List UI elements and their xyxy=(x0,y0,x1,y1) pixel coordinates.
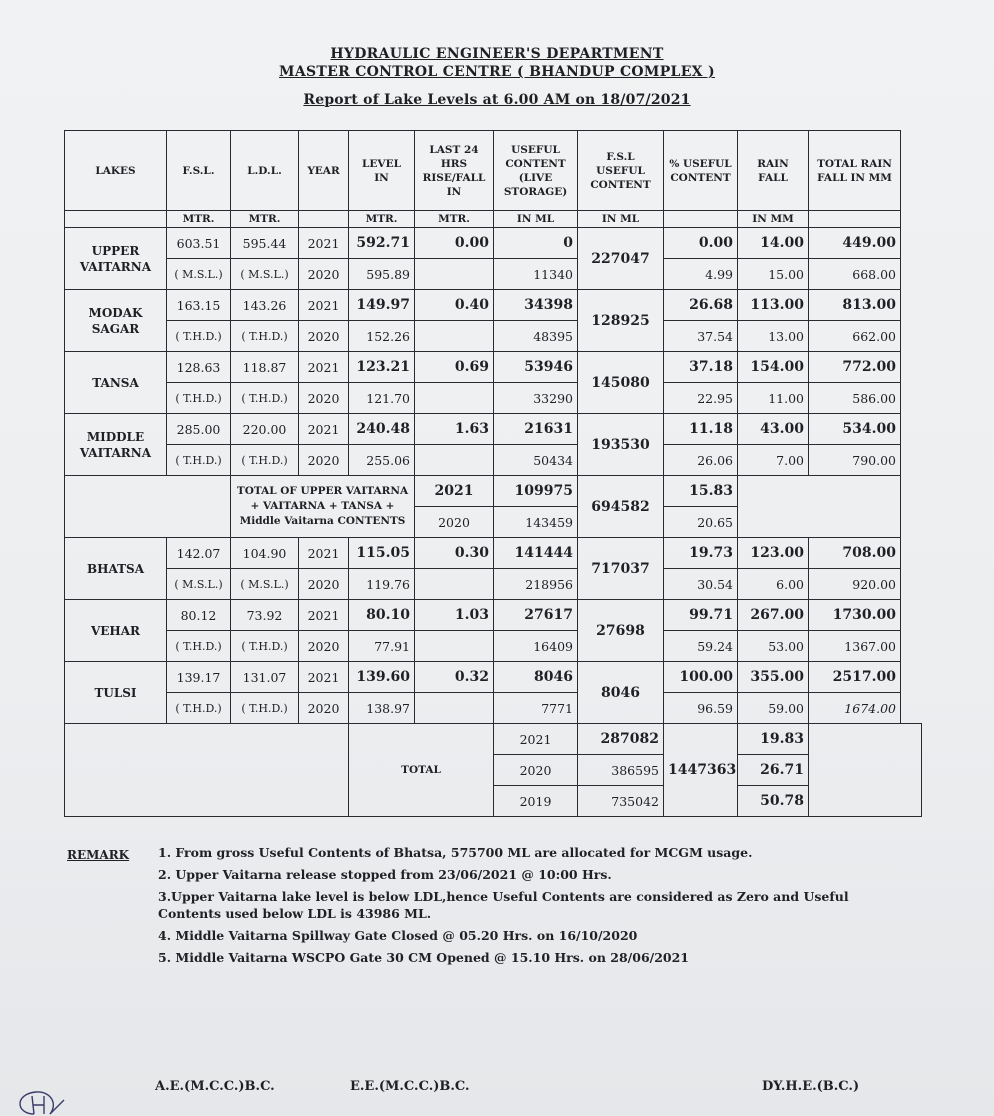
useful-cell: 48395 xyxy=(494,321,578,352)
total-pct: 50.78 xyxy=(738,786,809,817)
subtotal-year: 2021 xyxy=(415,476,494,507)
subtotal-pct: 20.65 xyxy=(664,507,738,538)
pct-cell: 4.99 xyxy=(664,259,738,290)
pct-cell: 26.06 xyxy=(664,445,738,476)
level-cell: 123.21 xyxy=(349,352,415,383)
ldl-cell: ( T.H.D.) xyxy=(231,321,299,352)
useful-cell: 50434 xyxy=(494,445,578,476)
year-cell: 2021 xyxy=(299,228,349,259)
total-rain-cell: 772.00 xyxy=(809,352,901,383)
total-rain-cell: 534.00 xyxy=(809,414,901,445)
rain-cell: 123.00 xyxy=(738,538,809,569)
ldl-cell: 595.44 xyxy=(231,228,299,259)
subtotal-blank xyxy=(65,476,231,538)
rise-cell: 0.30 xyxy=(415,538,494,569)
col-pct: % USEFUL CONTENT xyxy=(664,131,738,211)
subtotal-rain-blank xyxy=(738,476,901,538)
lake-row xyxy=(65,600,922,631)
fsl-cell: 285.00 xyxy=(167,414,231,445)
total-useful: 287082 xyxy=(578,724,664,755)
useful-cell: 218956 xyxy=(494,569,578,600)
lake-row xyxy=(65,662,922,693)
fsl-cell: ( T.H.D.) xyxy=(167,631,231,662)
ldl-cell: ( M.S.L.) xyxy=(231,259,299,290)
year-cell: 2020 xyxy=(299,693,349,724)
rain-cell: 53.00 xyxy=(738,631,809,662)
pct-cell: 30.54 xyxy=(664,569,738,600)
fsl-useful-cell: 145080 xyxy=(578,352,664,414)
rain-cell: 7.00 xyxy=(738,445,809,476)
useful-cell: 11340 xyxy=(494,259,578,290)
remark-item: 4. Middle Vaitarna Spillway Gate Closed @ 05.20 Hrs. on 16/10/2020 xyxy=(158,928,638,943)
level-cell: 255.06 xyxy=(349,445,415,476)
fsl-useful-cell: 128925 xyxy=(578,290,664,352)
subtotal-label xyxy=(231,476,415,538)
subtotal-useful: 143459 xyxy=(494,507,578,538)
rise-cell: 0.00 xyxy=(415,228,494,259)
lake-row xyxy=(65,352,922,383)
subtotal-year: 2020 xyxy=(415,507,494,538)
rise-cell: 0.40 xyxy=(415,290,494,321)
lake-row xyxy=(65,445,922,476)
useful-cell: 8046 xyxy=(494,662,578,693)
unit-fsl: MTR. xyxy=(167,211,231,228)
rain-cell: 43.00 xyxy=(738,414,809,445)
year-cell: 2020 xyxy=(299,383,349,414)
signature-dyhe: DY.H.E.(B.C.) xyxy=(762,1079,860,1094)
year-cell: 2021 xyxy=(299,600,349,631)
lake-row xyxy=(65,631,922,662)
col-ldl: L.D.L. xyxy=(231,131,299,211)
col-useful: USEFUL CONTENT (LIVE STORAGE) xyxy=(494,131,578,211)
rain-cell: 11.00 xyxy=(738,383,809,414)
fsl-cell: 603.51 xyxy=(167,228,231,259)
total-rain-blank xyxy=(809,724,922,817)
rain-cell: 355.00 xyxy=(738,662,809,693)
department-title: HYDRAULIC ENGINEER'S DEPARTMENT xyxy=(330,46,664,62)
rise-cell: 1.03 xyxy=(415,600,494,631)
rise-cell xyxy=(415,321,494,352)
subtotal-useful: 109975 xyxy=(494,476,578,507)
lake-row xyxy=(65,321,922,352)
total-rain-cell: 586.00 xyxy=(809,383,901,414)
level-cell: 121.70 xyxy=(349,383,415,414)
remark-item: 5. Middle Vaitarna WSCPO Gate 30 CM Opened @ 15.10 Hrs. on 28/06/2021 xyxy=(158,950,689,965)
useful-cell: 141444 xyxy=(494,538,578,569)
initials-mark-icon xyxy=(6,1086,66,1116)
pct-cell: 11.18 xyxy=(664,414,738,445)
ldl-cell: ( T.H.D.) xyxy=(231,631,299,662)
fsl-cell: ( M.S.L.) xyxy=(167,569,231,600)
useful-cell: 16409 xyxy=(494,631,578,662)
unit-ldl: MTR. xyxy=(231,211,299,228)
year-cell: 2020 xyxy=(299,445,349,476)
rise-cell: 0.69 xyxy=(415,352,494,383)
ldl-cell: ( T.H.D.) xyxy=(231,693,299,724)
signature-ae: A.E.(M.C.C.)B.C. xyxy=(155,1079,275,1094)
useful-cell: 33290 xyxy=(494,383,578,414)
level-cell: 139.60 xyxy=(349,662,415,693)
rise-cell: 0.32 xyxy=(415,662,494,693)
pct-cell: 59.24 xyxy=(664,631,738,662)
pct-cell: 37.54 xyxy=(664,321,738,352)
total-rain-cell: 813.00 xyxy=(809,290,901,321)
level-cell: 80.10 xyxy=(349,600,415,631)
subtotal-label-line: + VAITARNA + TANSA + xyxy=(250,500,395,512)
ldl-cell: ( T.H.D.) xyxy=(231,383,299,414)
lake-row xyxy=(65,228,922,259)
total-year: 2020 xyxy=(494,755,578,786)
rise-cell: 1.63 xyxy=(415,414,494,445)
rise-cell xyxy=(415,383,494,414)
remarks-list xyxy=(158,844,898,971)
total-pct: 26.71 xyxy=(738,755,809,786)
fsl-cell: ( T.H.D.) xyxy=(167,445,231,476)
total-year: 2019 xyxy=(494,786,578,817)
total-rain-cell: 662.00 xyxy=(809,321,901,352)
units-row xyxy=(65,211,922,228)
unit-level: MTR. xyxy=(349,211,415,228)
total-rain-cell: 1730.00 xyxy=(809,600,901,631)
centre-title: MASTER CONTROL CENTRE ( BHANDUP COMPLEX ) xyxy=(279,64,715,80)
useful-cell: 0 xyxy=(494,228,578,259)
level-cell: 77.91 xyxy=(349,631,415,662)
rise-cell xyxy=(415,259,494,290)
total-rain-cell: 1674.00 xyxy=(809,693,901,724)
remark-label: REMARK xyxy=(67,848,130,862)
fsl-cell: 163.15 xyxy=(167,290,231,321)
rain-cell: 59.00 xyxy=(738,693,809,724)
pct-cell: 99.71 xyxy=(664,600,738,631)
year-cell: 2020 xyxy=(299,259,349,290)
total-label: TOTAL xyxy=(349,724,494,817)
unit-rain: IN MM xyxy=(738,211,809,228)
fsl-cell: ( T.H.D.) xyxy=(167,693,231,724)
total-rain-cell: 668.00 xyxy=(809,259,901,290)
year-cell: 2021 xyxy=(299,290,349,321)
subtotal-fsl-useful: 694582 xyxy=(578,476,664,538)
total-useful: 386595 xyxy=(578,755,664,786)
lake-row xyxy=(65,414,922,445)
level-cell: 592.71 xyxy=(349,228,415,259)
fsl-cell: 139.17 xyxy=(167,662,231,693)
lake-name: BHATSA xyxy=(65,538,167,600)
unit-fsl-useful: IN ML xyxy=(578,211,664,228)
level-cell: 240.48 xyxy=(349,414,415,445)
ldl-cell: ( M.S.L.) xyxy=(231,569,299,600)
subtotal-label-line: Middle Vaitarna CONTENTS xyxy=(239,515,406,527)
fsl-useful-cell: 8046 xyxy=(578,662,664,724)
total-rain-cell: 920.00 xyxy=(809,569,901,600)
lake-row xyxy=(65,569,922,600)
rise-cell xyxy=(415,445,494,476)
lake-name: UPPER VAITARNA xyxy=(65,228,167,290)
year-cell: 2021 xyxy=(299,662,349,693)
ldl-cell: 131.07 xyxy=(231,662,299,693)
rise-cell xyxy=(415,631,494,662)
total-rain-cell: 2517.00 xyxy=(809,662,901,693)
remark-item: 1. From gross Useful Contents of Bhatsa, 575700 ML are allocated for MCGM usage. xyxy=(158,845,753,860)
level-cell: 119.76 xyxy=(349,569,415,600)
rain-cell: 267.00 xyxy=(738,600,809,631)
ldl-cell: ( T.H.D.) xyxy=(231,445,299,476)
level-cell: 138.97 xyxy=(349,693,415,724)
lake-row xyxy=(65,383,922,414)
fsl-cell: ( T.H.D.) xyxy=(167,321,231,352)
unit-useful: IN ML xyxy=(494,211,578,228)
col-level: LEVEL IN xyxy=(349,131,415,211)
total-fsl-useful: 1447363 xyxy=(664,724,738,817)
year-cell: 2020 xyxy=(299,631,349,662)
fsl-useful-cell: 27698 xyxy=(578,600,664,662)
col-total-rain: TOTAL RAIN FALL IN MM xyxy=(809,131,901,211)
lake-name: VEHAR xyxy=(65,600,167,662)
total-rain-cell: 708.00 xyxy=(809,538,901,569)
lake-name: TULSI xyxy=(65,662,167,724)
year-cell: 2020 xyxy=(299,569,349,600)
remark-item: 3.Upper Vaitarna lake level is below LDL,hence Useful Contents are considered as Zero and Useful Contents used below LDL is 43986 ML. xyxy=(158,889,849,921)
fsl-cell: 142.07 xyxy=(167,538,231,569)
year-cell: 2021 xyxy=(299,538,349,569)
lake-name: MIDDLE VAITARNA xyxy=(65,414,167,476)
ldl-cell: 104.90 xyxy=(231,538,299,569)
col-year: YEAR xyxy=(299,131,349,211)
signature-ee: E.E.(M.C.C.)B.C. xyxy=(350,1079,470,1094)
ldl-cell: 118.87 xyxy=(231,352,299,383)
ldl-cell: 73.92 xyxy=(231,600,299,631)
col-lakes: LAKES xyxy=(65,131,167,211)
total-year: 2021 xyxy=(494,724,578,755)
lake-levels-table xyxy=(64,130,922,817)
useful-cell: 27617 xyxy=(494,600,578,631)
total-rain-cell: 790.00 xyxy=(809,445,901,476)
fsl-cell: ( M.S.L.) xyxy=(167,259,231,290)
lake-row xyxy=(65,290,922,321)
total-rain-cell: 449.00 xyxy=(809,228,901,259)
fsl-cell: 80.12 xyxy=(167,600,231,631)
rise-cell xyxy=(415,569,494,600)
lake-row xyxy=(65,538,922,569)
subtotal-row xyxy=(65,476,922,507)
total-pct: 19.83 xyxy=(738,724,809,755)
report-title: Report of Lake Levels at 6.00 AM on 18/07/2021 xyxy=(303,92,691,108)
level-cell: 595.89 xyxy=(349,259,415,290)
lake-row xyxy=(65,693,922,724)
lake-row xyxy=(65,259,922,290)
pct-cell: 19.73 xyxy=(664,538,738,569)
fsl-cell: 128.63 xyxy=(167,352,231,383)
pct-cell: 96.59 xyxy=(664,693,738,724)
remark-item: 2. Upper Vaitarna release stopped from 23/06/2021 @ 10:00 Hrs. xyxy=(158,867,612,882)
fsl-useful-cell: 717037 xyxy=(578,538,664,600)
lake-name: TANSA xyxy=(65,352,167,414)
col-fsl-useful: F.S.L USEFUL CONTENT xyxy=(578,131,664,211)
total-rain-cell: 1367.00 xyxy=(809,631,901,662)
col-rain: RAIN FALL xyxy=(738,131,809,211)
fsl-useful-cell: 227047 xyxy=(578,228,664,290)
total-useful: 735042 xyxy=(578,786,664,817)
rain-cell: 14.00 xyxy=(738,228,809,259)
rise-cell xyxy=(415,693,494,724)
rain-cell: 15.00 xyxy=(738,259,809,290)
subtotal-label-line: TOTAL OF UPPER VAITARNA xyxy=(236,485,409,497)
rain-cell: 154.00 xyxy=(738,352,809,383)
year-cell: 2021 xyxy=(299,352,349,383)
useful-cell: 53946 xyxy=(494,352,578,383)
ldl-cell: 143.26 xyxy=(231,290,299,321)
level-cell: 149.97 xyxy=(349,290,415,321)
pct-cell: 0.00 xyxy=(664,228,738,259)
lake-name: MODAK SAGAR xyxy=(65,290,167,352)
year-cell: 2021 xyxy=(299,414,349,445)
pct-cell: 22.95 xyxy=(664,383,738,414)
fsl-cell: ( T.H.D.) xyxy=(167,383,231,414)
col-fsl: F.S.L. xyxy=(167,131,231,211)
useful-cell: 34398 xyxy=(494,290,578,321)
col-rise: LAST 24 HRS RISE/FALL IN xyxy=(415,131,494,211)
year-cell: 2020 xyxy=(299,321,349,352)
column-header-row xyxy=(65,131,922,211)
pct-cell: 100.00 xyxy=(664,662,738,693)
pct-cell: 26.68 xyxy=(664,290,738,321)
level-cell: 152.26 xyxy=(349,321,415,352)
total-blank xyxy=(65,724,349,817)
ldl-cell: 220.00 xyxy=(231,414,299,445)
total-row xyxy=(65,724,922,755)
useful-cell: 7771 xyxy=(494,693,578,724)
subtotal-pct: 15.83 xyxy=(664,476,738,507)
level-cell: 115.05 xyxy=(349,538,415,569)
rain-cell: 113.00 xyxy=(738,290,809,321)
useful-cell: 21631 xyxy=(494,414,578,445)
fsl-useful-cell: 193530 xyxy=(578,414,664,476)
pct-cell: 37.18 xyxy=(664,352,738,383)
rain-cell: 13.00 xyxy=(738,321,809,352)
unit-rise: MTR. xyxy=(415,211,494,228)
rain-cell: 6.00 xyxy=(738,569,809,600)
